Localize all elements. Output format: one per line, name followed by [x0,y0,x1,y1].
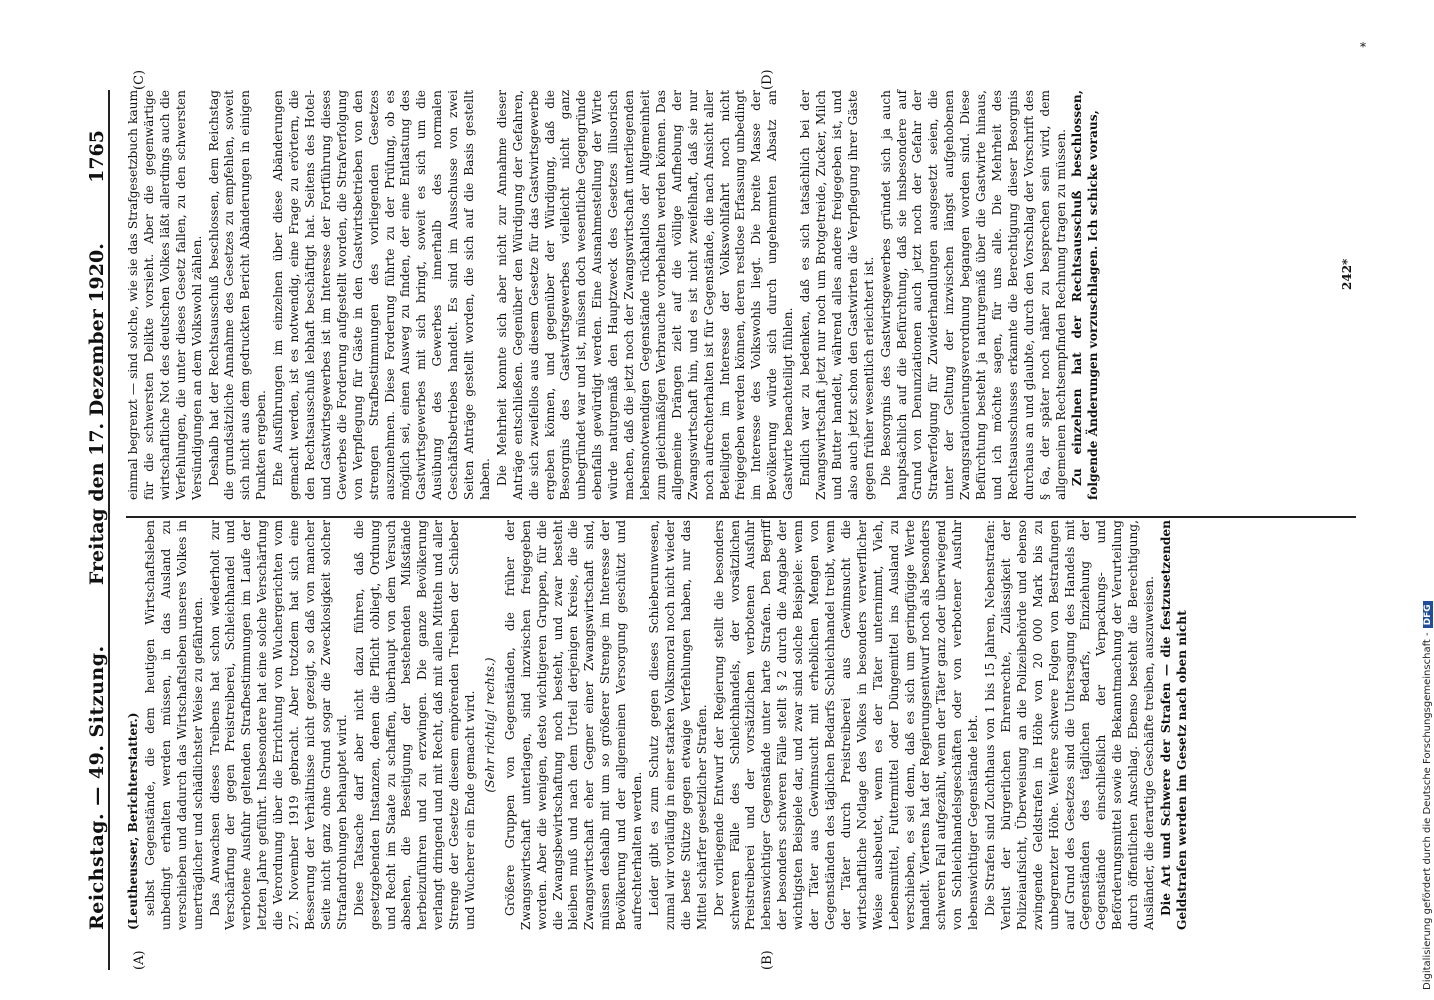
asterisk-mark: * [1360,40,1366,54]
column-right [126,90,1103,500]
paragraph: selbst Gegenstände, die dem heutigen Wirtschaftsleben unbedingt erhalten werden müssen, in das Ausland zu verschieben und dadurch das Wirtschaftsleben unseres Volkes in unerträglicher und schädlichster Weise zu gefährden. [142,520,205,930]
digitization-sidebar [1422,10,1434,990]
dfg-logo: DFG [1423,601,1433,628]
header-left: Reichstag. — 49. Sitzung. [86,645,108,930]
paragraph: Leider gibt es zum Schutz gegen dieses Schieberunwesen, zumal wir vorläufig in einer starken Volksmoral noch nicht wieder die beste Stütze gegen etwaige Verfehlungen haben, nur das Mittel schärfer gesetzlicher Strafen. [647,520,709,930]
paragraph: Diese Tatsache darf aber nicht dazu führen, daß die gesetzgebenden Instanzen, denen die Pflicht obliegt, Ordnung und Recht im Staate zu schaffen, überhaupt von dem Versuch absehen, die Beseitigung der bestehenden Mißstände herbeizuführen und zu erzwingen. Die ganze Bevölkerung verlangt dringend und mit Recht, daß mit allen Mitteln und aller Strenge der Gesetze diesem empörenden Treiben der Schieber und Wucherer ein Ende gemacht wird. [351,520,478,930]
paragraph: Der vorliegende Entwurf der Regierung stellt die besonders schweren Fälle des Schleichhandels, der vorsätzlichen Preistreiberei und der vorsätzlichen verbotenen Ausfuhr lebenswichtiger Gegenstände unter harte Strafen. Den Begriff der besonders schweren Fälle stellt § 2 durch die Angabe der wichtigsten Beispiele dar, und zwar sind solche Beispiele: wenn der Täter aus Gewinnsucht mit erheblichen Mengen von Gegenständen des täglichen Bedarfs Schleichhandel treibt, wenn der Täter durch Preistreiberei aus Gewinnsucht die wirtschaftliche Notlage des Volkes in besonders verwerflicher Weise ausbeutet, wenn es der Täter unternimmt, Vieh, Lebensmittel, Futtermittel oder Düngemittel ins Ausland zu verschieben, es sei denn, daß es sich um geringfügige Werte handelt. Viertens hat der Regierungsentwurf noch als besonders schweren Fall aufgezählt, wenn der Täter ganz oder überwiegend von Schleichhandelsgeschäften oder von verbotener Ausfuhr lebenswichtiger Gegenstände lebt. [711,520,981,930]
sidebar-credit-text: Digitalisierung gefördert durch die Deutsche Forschungsgemeinschaft - [1422,632,1433,990]
paragraph: Die Mehrheit konnte sich aber nicht zur Annahme dieser Anträge entschließen. Gegenüber den Würdigung der Gefahren, die sich zweifellos aus diesem Gesetze für das Gastwirtsgewerbe ergeben können, und gegenüber der Würdigung, daß die Besorgnis des Gastwirtsgewerbes vielleicht nicht ganz unbegründet war und ist, müssen doch wesentliche Gegengründe ebenfalls gewürdigt werden. Eine Ausnahmestellung der Wirte würde naturgemäß den Hauptzweck des Gesetzes illusorisch machen, daß die jetzt noch der Zwangswirtschaft unterliegenden lebensnotwendigen Gegenstände rückhaltlos der Allgemeinheit zum gleichmäßigen Verbrauche vorbehalten werden können. Das allgemeine Drängen zielt auf die völlige Aufhebung der Zwangswirtschaft hin, und es ist nicht zweifelhaft, daß sie nur noch aufrechterhalten ist für Gegenstände, die nach Ansicht aller Beteiligten im Interesse der Volkswohlfahrt noch nicht freigegeben werden können, deren restlose Erfassung unbedingt im Interesse des Volkswohls liegt. Die breite Masse der Bevölkerung würde sich durch ungehemmten Absatz an Gastwirte benachteiligt fühlen. [494,90,796,500]
newspaper-page [40,70,1360,970]
paragraph: Die Art und Schwere der Strafen — die festzusetzenden Geldstrafen werden im Gesetz nach oben nicht [1159,520,1189,930]
signature-mark: 242* [1340,258,1354,290]
paragraph: Zu einzelnen hat der Rechtsausschuß beschlossen, folgende Änderungen vorzuschlagen. Ich schicke voraus, [1070,90,1101,500]
paragraph: Deshalb hat der Rechtsausschuß beschlossen, dem Reichstag die grundsätzliche Annahme des Gesetzes zu empfehlen, soweit sich nicht aus dem gedruckten Bericht Abänderungen in einigen Punkten ergeben. [206,90,269,500]
margin-marker-a: (A) [132,950,147,970]
paragraph: Die Besorgnis des Gastwirtsgewerbes gründet sich ja auch hauptsächlich auf die Befürchtung, daß sie insbesondere auf Grund von Denunziationen auch jetzt noch der Gefahr der Strafverfolgung für Zuwiderhandlungen ausgesetzt seien, die unter der Geltung der inzwischen längst aufgehobenen Zwangsrationierungsverordnung begangen worden sind. Diese Befürchtung besteht ja naturgemäß über die Gastwirte hinaus, und ich möchte sagen, für uns alle. Die Mehrheit des Rechtsausschusses erkannte die Berechtigung dieser Besorgnis durchaus an und glaubte, durch den Vorschlag der Vorschrift des § 6a, der später noch näher zu besprechen sein wird, dem allgemeinen Rechtsempfinden Rechnung tragen zu müssen. [878,90,1068,500]
page-header [70,90,110,970]
paragraph: Die Strafen sind Zuchthaus von 1 bis 15 Jahren, Nebenstrafen: Verlust der bürgerlichen Ehrenrechte, Zulässigkeit der Polizeiaufsicht, Überweisung an die Polizeibehörde und ebenso zwingende Geldstrafen in Höhe von 20 000 Mark bis zu unbegrenzter Höhe. Weitere schwere Folgen von Bestrafungen auf Grund des Gesetzes sind die Untersagung des Handels mit Gegenständen des täglichen Bedarfs, Einziehung der Gegenstände einschließlich der Verpackungs- und Beförderungsmittel sowie die Bekanntmachung der Verurteilung durch öffentlichen Anschlag. Ebenso besteht die Berechtigung, Ausländer, die derartige Geschäfte treiben, auszuweisen. [983,520,1157,930]
speaker-line: (Leutheusser, Berichterstatter.) [126,712,140,930]
paragraph: Endlich war zu bedenken, daß es sich tatsächlich bei der Zwangswirtschaft jetzt nur noch um Brotgetreide, Zucker, Milch und Butter handelt, während alles andere freigegeben ist, und also auch jetzt schon den Gastwirten die Verpflegung ihrer Gäste gegen früher wesentlich erleichtert ist. [798,90,876,500]
margin-marker-c: (C) [132,69,147,90]
paragraph: Größere Gruppen von Gegenständen, die früher der Zwangswirtschaft unterlagen, sind inzwischen freigegeben worden. Aber die wenigen, desto wichtigeren Gruppen, für die die Zwangsbewirtschaftung noch besteht, und zwar besteht bleiben muß und nach dem Urteil derjenigen Kreise, die die Zwangswirtschaft eher Gegner einer Zwangswirtschaft sind, müssen deshalb mit um so größerer Strenge im Interesse der Bevölkerung und der allgemeinen Versorgung geschützt und aufrechterhalten werden. [502,520,645,930]
paragraph: Ehe Ausführungen im einzelnen über diese Abänderungen gemacht werden, ist es notwendig, eine Frage zu erörtern, die den Rechtsausschuß lebhaft beschäftigt hat. Seitens des Hotel- und Gastwirtsgewerbes ist im Interesse der Fortführung dieses Gewerbes die Forderung aufgestellt worden, die Strafverfolgung von Verpflegung für Gäste in den Gastwirtsbetrieben von den strengen Strafbestimmungen des vorliegenden Gesetzes auszunehmen. Diese Forderung führte zu der Prüfung, ob es möglich sei, einen Ausweg zu finden, der eine Entlastung des Gastwirtsgewerbes mit sich bringt, soweit es sich um die Ausübung des Gewerbes innerhalb des normalen Geschäftsbetriebes handelt. Es sind im Ausschusse von zwei Seiten Anträge gestellt worden, die sich auf die Basis gestellt haben. [271,90,492,500]
column-divider [126,516,1356,518]
applause-note: (Sehr richtig! rechts.) [482,657,497,793]
page-number: 1765 [86,130,108,183]
paragraph: einmal begrenzt — sind solche, wie sie das Strafgesetzbuch kaum für die schwersten Delikte vorsieht. Aber die gegenwärtige wirtschaftliche Not des deutschen Volkes läßt allerdings auch die Verfehlungen, die unter dieses Gesetz fallen, zu den schwersten Versündigungen an dem Volkswohl zählen. [126,90,204,500]
column-left [126,520,1192,930]
sidebar-credit [1422,10,1433,990]
margin-marker-b: (B) [760,950,775,970]
paragraph: Das Anwachsen dieses Treibens hat schon wiederholt zur Verschärfung der gegen Preistreiberei, Schleichhandel und verbotene Ausfuhr geltenden Strafbestimmungen im Laufe der letzten Jahre geführt. Insbesondere hat eine solche Verschärfung die Verordnung über die Errichtung von Wuchergerichten vom 27. November 1919 gebracht. Aber trotzdem hat sich eine Besserung der Verhältnisse nicht gezeigt, so daß von mancher Seite nicht ganz ohne Grund sogar die Zwecklosigkeit solcher Strafandrohungen behauptet wird. [207,520,349,930]
header-date: Freitag den 17. Dezember 1920. [86,243,108,586]
margin-marker-d: (D) [760,69,775,90]
